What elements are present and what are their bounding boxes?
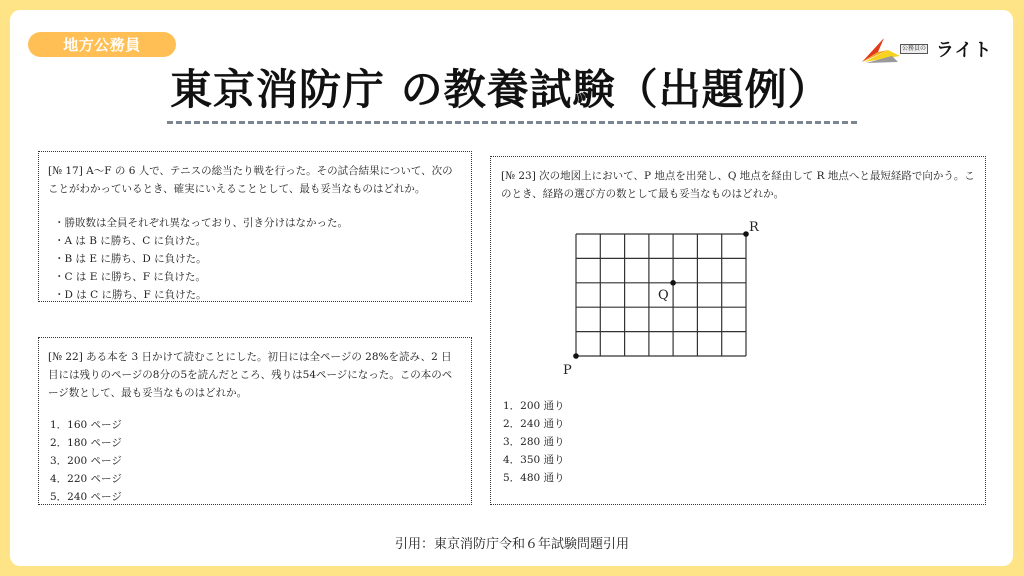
question-body: 次の地図上において、P 地点を出発し、Q 地点を経由して R 地点へと最短経路で向かう。このとき、経路の選び方の数として最も妥当なものはどれか。 (501, 170, 975, 200)
answer-option: 5．480 通り (503, 472, 565, 484)
condition-item: ・D は C に勝ち、F に負けた。 (54, 289, 207, 301)
condition-item: ・A は B に勝ち、C に負けた。 (54, 235, 207, 247)
point-q-label: Q (658, 288, 669, 303)
point-r-marker (743, 231, 749, 237)
condition-item: ・勝敗数は全員それぞれ異なっており、引き分けはなかった。 (54, 217, 348, 229)
answer-option: 3．280 通り (503, 436, 565, 448)
mountain-logo-icon (858, 34, 902, 64)
brand-logo (858, 34, 993, 64)
answer-option: 1．200 通り (503, 400, 565, 412)
question-body: ある本を 3 日かけて読むことにした。初日には全ページの 28%を読み、2 日目には残りのページの8分の5を読んだところ、残りは54ページになった。この本のページ数として、最も妥当なものはどれか。 (48, 351, 453, 399)
answer-option: 2．240 通り (503, 418, 565, 430)
logo-subtext: 公務員の (902, 45, 927, 52)
route-grid-figure (561, 219, 761, 379)
question-23-options (503, 397, 565, 487)
category-badge: 地方公務員 (28, 32, 176, 57)
question-17-box (38, 151, 472, 302)
question-number: [№ 23] (501, 170, 536, 182)
title-dashed-underline (167, 121, 857, 124)
question-22-box (38, 337, 472, 505)
answer-option: 5．240 ページ (50, 491, 122, 503)
point-q-marker (670, 280, 676, 286)
page-title: 東京消防庁 の教養試験（出題例） (170, 65, 831, 114)
answer-option: 3．200 ページ (50, 455, 122, 467)
condition-item: ・B は E に勝ち、D に負けた。 (54, 253, 207, 265)
point-p-marker (573, 353, 579, 359)
question-number: [№ 22] (48, 351, 83, 363)
answer-option: 4．220 ページ (50, 473, 122, 485)
point-p-label: P (563, 363, 572, 378)
point-r-label: R (749, 220, 759, 235)
source-citation: 引用：東京消防庁令和６年試験問題引用 (394, 537, 629, 552)
answer-option: 4．350 通り (503, 454, 565, 466)
logo-brand-name: ライト (936, 40, 993, 61)
grid-map-diagram (561, 219, 761, 379)
answer-option: 1．160 ページ (50, 419, 122, 431)
question-body: A〜F の 6 人で、テニスの総当たり戦を行った。その試合結果について、次のことがわかっているとき、確実にいえることとして、最も妥当なものはどれか。 (48, 165, 453, 195)
question-23-text (501, 167, 975, 203)
condition-item: ・C は E に勝ち、F に負けた。 (54, 271, 206, 283)
question-22-options (48, 416, 462, 506)
question-17-conditions (48, 214, 462, 304)
question-17-text (48, 162, 462, 198)
question-23-box (490, 156, 986, 505)
question-number: [№ 17] (48, 165, 83, 177)
answer-option: 2．180 ページ (50, 437, 122, 449)
question-22-text (48, 348, 462, 402)
